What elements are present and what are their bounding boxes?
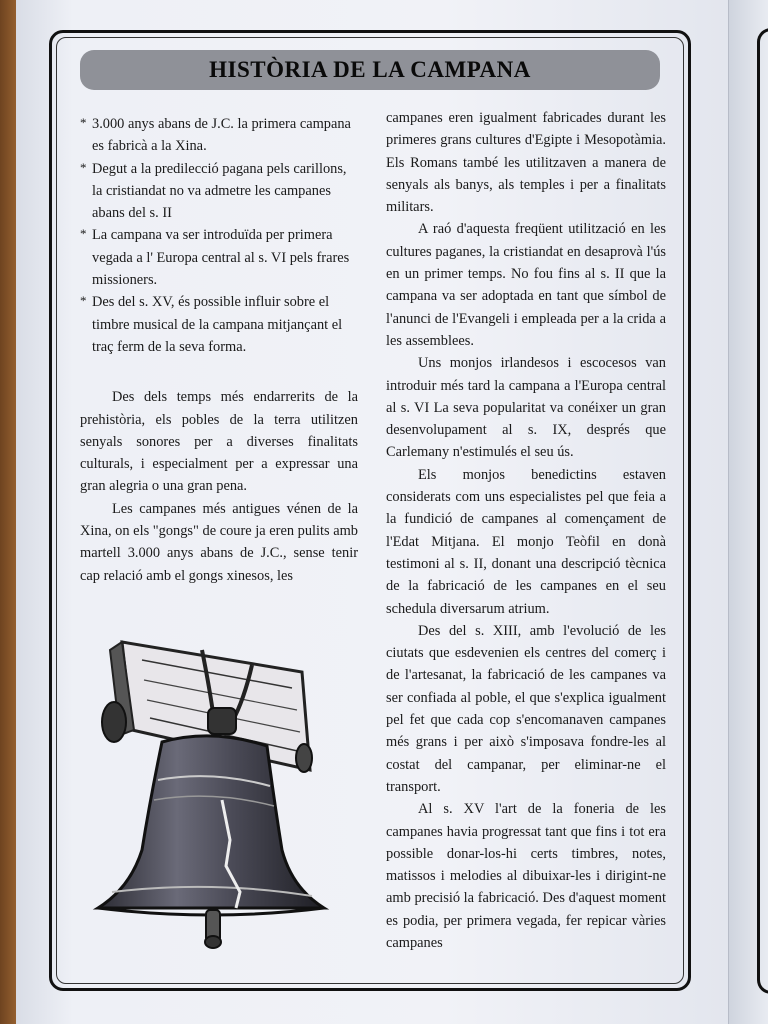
next-page-edge — [728, 0, 768, 1024]
bell-illustration-icon — [92, 630, 332, 960]
body-paragraph: campanes eren igualment fabricades durant les primeres grans cultures d'Egipte i Mesopotàmia. Els Romans també les utilitzaven a manera de senyals als banys, als temples i per a finalitats militars. — [386, 110, 666, 216]
body-paragraph: A raó d'aquesta freqüent utilització en les cultures paganes, la cristiandat en desaprovà l'ús en un primer temps. No fou fins al s. II que la campana va ser adoptada en tant que símbol de l'anunci de l'Evangeli i empleada per a la crida a les assemblees. — [386, 221, 666, 349]
facts-list — [80, 113, 358, 358]
next-page-frame — [757, 28, 768, 994]
fact-item: * Degut a la predilecció pagana pels carillons, la cristiandat no va admetre les campanes abans del s. II — [80, 158, 358, 225]
body-paragraph: Uns monjos irlandesos i escocesos van introduir més tard la campana a l'Europa central al s. VI La seva popularitat va conéixer un gran desenvolupament al s. IX, després que Carlemany n'estimulés el seu ús. — [386, 355, 666, 461]
body-paragraph: Les campanes més antigues vénen de la Xina, on els "gongs" de coure ja eren pulits amb martell 3.000 anys abans de J.C., sense tenir cap relació amb el gongs xinesos, les — [80, 500, 358, 584]
fact-item: * Des del s. XV, és possible influir sobre el timbre musical de la campana mitjançant el traç ferm de la seva forma. — [80, 291, 358, 358]
left-column — [80, 113, 358, 587]
fact-item: * 3.000 anys abans de J.C. la primera campana es fabricà a la Xina. — [80, 113, 358, 158]
body-paragraph: Al s. XV l'art de la foneria de les campanes havia progressat tant que fins i tot era possible donar-los-hi certs timbres, notes, matissos i melodies al dibuixar-les i dirigint-ne amb precisió la fabricació. Des d'aquest moment es podia, per primera vegada, fer repicar vàries campanes — [386, 801, 666, 951]
body-paragraph: Des dels temps més endarrerits de la prehistòria, els pobles de la terra utilitzen senyals sonores per a diverses finalitats culturals, i especialment per a expressar una gran alegria o una gran pena. — [80, 389, 358, 495]
body-paragraph: Des del s. XIII, amb l'evolució de les ciutats que esdevenien els centres del comerç i de l'artesanat, la fabricació de les campanes va ser confiada al poble, el que s'explica igualment pel fet que cada cop s'encomanaven campanes més grans i per això s'imposava fondre-les al costat del campanar, per eliminar-ne el transport. — [386, 622, 666, 795]
spacer — [80, 358, 358, 386]
right-column — [386, 107, 666, 954]
page-title: HISTÒRIA DE LA CAMPANA — [209, 57, 531, 82]
title-banner — [80, 50, 660, 90]
fact-item: * La campana va ser introduïda per primera vegada a l' Europa central al s. VI pels frares missioners. — [80, 224, 358, 291]
body-paragraph: Els monjos benedictins estaven considerats com uns especialistes pel que feia a la fundició de campanes al començament de l'Edat Mitjana. El monjo Teòfil en donà testimoni al s. II, donant una descripció tècnica de la fabricació de les campanes en el seu schedula diversarum atrium. — [386, 466, 666, 617]
